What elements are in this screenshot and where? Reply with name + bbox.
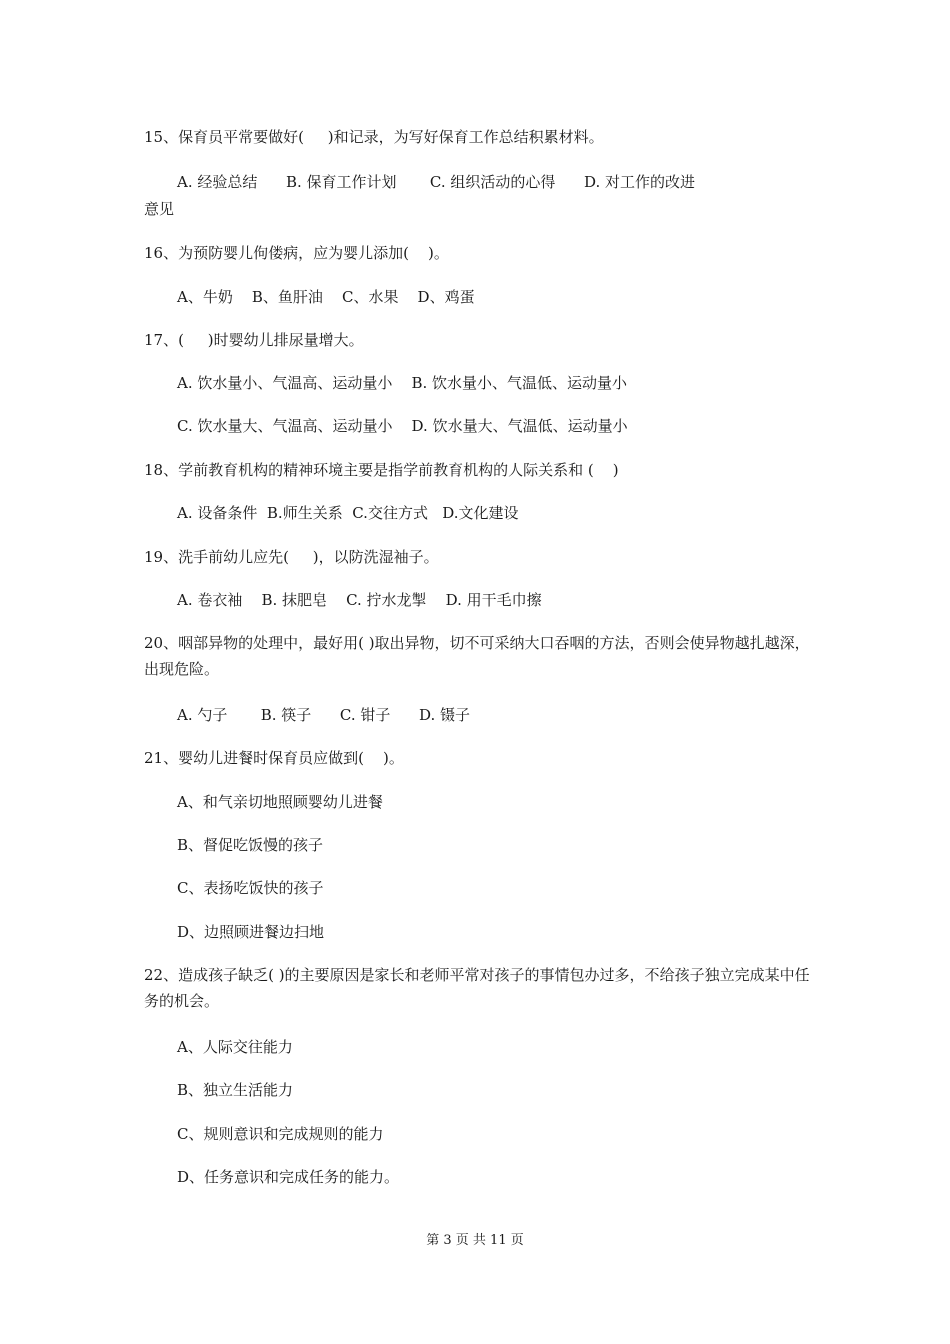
question-15-options: A. 经验总结 B. 保育工作计划 C. 组织活动的心得 D. 对工作的改进: [177, 173, 696, 191]
question-22-option-c: C、规则意识和完成规则的能力: [177, 1125, 384, 1143]
question-19-stem: 19、洗手前幼儿应先( )，以防洗湿袖子。: [144, 548, 439, 566]
question-16-options: A、牛奶 B、鱼肝油 C、水果 D、鸡蛋: [177, 288, 475, 306]
question-21-option-a: A、和气亲切地照顾婴幼儿进餐: [177, 793, 383, 811]
question-21-option-b: B、督促吃饭慢的孩子: [177, 836, 324, 854]
question-15-options-continued: 意见: [144, 200, 175, 218]
question-22-option-b: B、独立生活能力: [177, 1081, 294, 1099]
page-number-footer: 第 3 页 共 11 页: [426, 1233, 524, 1248]
question-19-options: A. 卷衣袖 B. 抹肥皂 C. 拧水龙掣 D. 用干毛巾擦: [177, 591, 542, 609]
question-21-stem: 21、婴幼儿进餐时保育员应做到( )。: [144, 749, 404, 767]
question-21-option-c: C、表扬吃饭快的孩子: [177, 879, 324, 897]
question-17-options-row-1: A. 饮水量小、气温高、运动量小 B. 饮水量小、气温低、运动量小: [177, 374, 628, 392]
question-15-stem: 15、保育员平常要做好( )和记录，为写好保育工作总结积累材料。: [144, 128, 604, 146]
question-18-options: A. 设备条件 B.师生关系 C.交往方式 D.文化建设: [177, 504, 519, 522]
question-16-stem: 16、为预防婴儿佝偻病，应为婴儿添加( )。: [144, 244, 449, 262]
question-17-options-row-2: C. 饮水量大、气温高、运动量小 D. 饮水量大、气温低、运动量小: [177, 417, 628, 435]
question-17-stem: 17、( )时婴幼儿排尿量增大。: [144, 331, 364, 349]
question-18-stem: 18、学前教育机构的精神环境主要是指学前教育机构的人际关系和 ( ): [144, 461, 619, 479]
question-22-option-d: D、任务意识和完成任务的能力。: [177, 1168, 400, 1186]
question-22-option-a: A、人际交往能力: [177, 1038, 293, 1056]
question-21-option-d: D、边照顾进餐边扫地: [177, 923, 325, 941]
question-22-stem: 22、造成孩子缺乏( )的主要原因是家长和老师平常对孩子的事情包办过多，不给孩子独立完成某中任务的机会。: [144, 966, 810, 1010]
question-20-stem: 20、咽部异物的处理中，最好用( )取出异物，切不可采纳大口吞咽的方法，否则会使异物越扎越深，出现危险。: [144, 634, 810, 678]
question-20-options: A. 勺子 B. 筷子 C. 钳子 D. 镊子: [177, 706, 471, 724]
